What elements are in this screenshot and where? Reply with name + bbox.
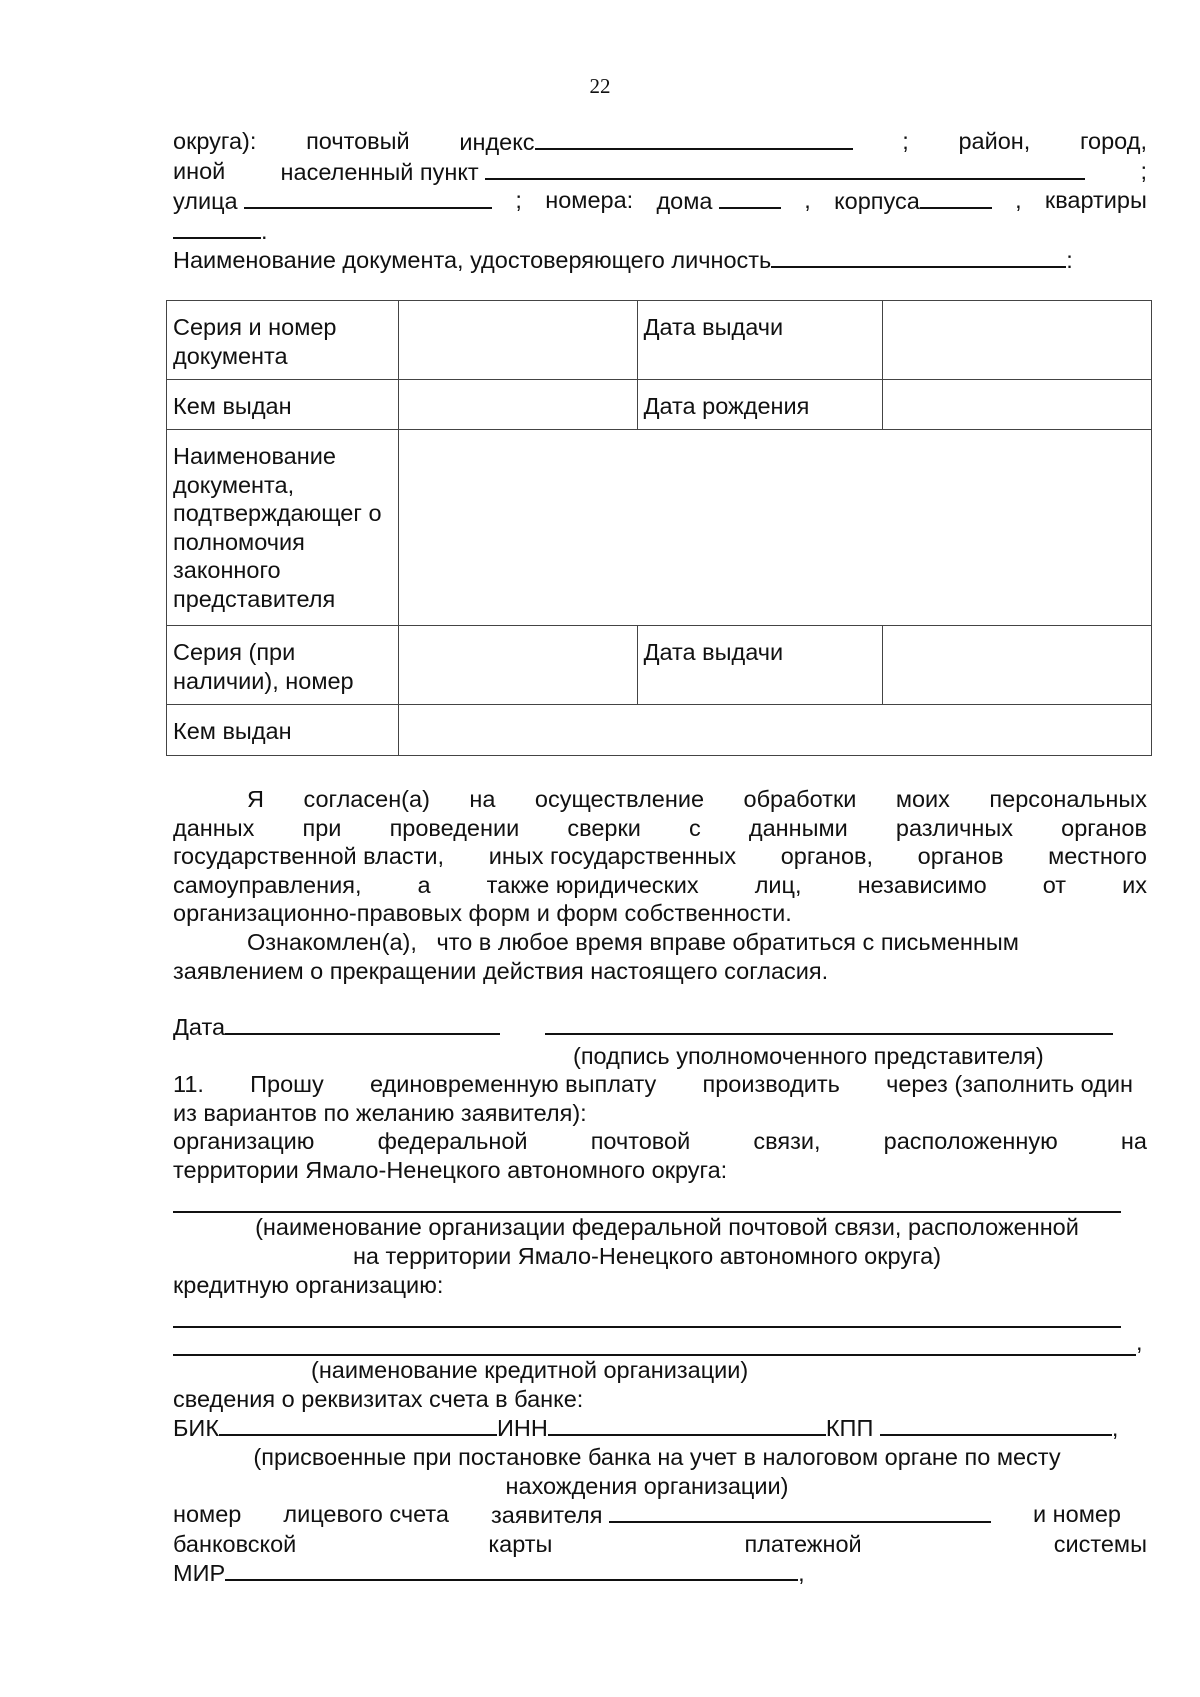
page-number: 22 (589, 74, 611, 98)
consent-text: органов, (780, 843, 874, 870)
account-number-blank[interactable] (609, 1500, 991, 1523)
consent-section (173, 785, 1147, 985)
address-line-3 (173, 186, 1147, 216)
table-row (167, 380, 1152, 430)
tax-caption-1: (присвоенные при постановке банка на учет в налоговом органе по месту (253, 1443, 1061, 1470)
payment-text: лицевого счета (283, 1501, 449, 1528)
address-text: ; (1140, 157, 1147, 184)
post-caption-2: на территории Ямало-Ненецкого автономного округа) (352, 1242, 942, 1269)
bik-inn-kpp-line (173, 1413, 1147, 1443)
mir-label: МИР (173, 1560, 226, 1587)
consent-line-7: заявлением о прекращении действия настоящего согласия. (173, 957, 829, 984)
address-text: улица (173, 188, 238, 215)
table-cell-issued-by-value[interactable] (398, 380, 637, 430)
consent-text: моих (895, 786, 950, 812)
form-content (173, 127, 1147, 275)
table-cell-authority-doc-label: Наименование документа, подтверждающег о полномочия законного представителя (167, 430, 399, 626)
bik-blank[interactable] (219, 1413, 497, 1436)
kpp-label: КПП (825, 1415, 874, 1442)
table-cell-issued-by-label: Кем выдан (167, 380, 399, 430)
address-text: ; (902, 128, 909, 154)
inn-blank[interactable] (548, 1413, 826, 1436)
table-cell-issue-date-2-value[interactable] (883, 626, 1152, 705)
table-cell-issued-by-2-label: Кем выдан (167, 705, 399, 756)
consent-text: самоуправления, (173, 871, 362, 898)
signature-caption: (подпись уполномоченного представителя) (573, 1042, 1044, 1069)
address-text: , (804, 187, 811, 214)
consent-text: государственной власти, (173, 843, 445, 870)
consent-text: органов (917, 843, 1004, 870)
consent-text: независимо (857, 871, 987, 898)
house-blank[interactable] (719, 186, 781, 209)
consent-text: от (1042, 871, 1067, 898)
address-text: , (1015, 187, 1022, 214)
mir-comma: , (798, 1560, 805, 1587)
identity-doc-line (173, 245, 1147, 275)
consent-text: Я (247, 786, 264, 812)
consent-text: сверки (567, 814, 641, 841)
consent-text: персональных (989, 786, 1147, 812)
inn-label: ИНН (497, 1415, 548, 1442)
payment-line-1 (173, 1070, 1133, 1099)
payment-section (173, 1070, 1147, 1588)
payment-text: заявителя (491, 1502, 603, 1529)
consent-text: при (302, 814, 342, 841)
payment-text: Прошу (250, 1071, 324, 1097)
address-text: город, (1079, 128, 1147, 154)
address-text: иной (173, 157, 226, 184)
card-line (173, 1530, 1147, 1559)
table-row (167, 626, 1152, 705)
mir-line (173, 1558, 1147, 1588)
table-cell-series-number-value[interactable] (398, 301, 637, 380)
identity-doc-label: Наименование документа, удостоверяющего личность (173, 247, 772, 274)
address-text: квартиры (1044, 187, 1147, 214)
payment-text: 11. (173, 1071, 204, 1097)
building-blank[interactable] (920, 186, 992, 209)
consent-text: их (1122, 871, 1147, 898)
consent-text: органов (1061, 814, 1147, 841)
address-text: дома (656, 188, 713, 215)
payment-text: системы (1053, 1530, 1147, 1557)
credit-org-blank-2[interactable] (173, 1354, 1136, 1356)
street-blank[interactable] (244, 186, 492, 209)
consent-text: лиц, (754, 871, 802, 898)
consent-text: данными (748, 814, 848, 841)
table-cell-issue-date-2-label: Дата выдачи (637, 626, 883, 705)
consent-text: проведении (389, 814, 520, 841)
table-cell-series-number-label: Серия и номер документа (167, 301, 399, 380)
table-row (167, 430, 1152, 626)
consent-text: осуществление (534, 786, 705, 812)
consent-line-5: организационно-правовых форм и форм собственности. (173, 900, 792, 927)
consent-text: а (417, 871, 431, 898)
credit-caption: (наименование кредитной организации) (311, 1357, 749, 1384)
address-text: ; (515, 187, 522, 214)
table-cell-birth-date-label: Дата рождения (637, 380, 883, 430)
table-cell-issue-date-value[interactable] (883, 301, 1152, 380)
payment-text: единовременную выплату (369, 1071, 657, 1097)
post-caption-1: (наименование организации федеральной почтовой связи, расположенной (255, 1214, 1079, 1241)
postal-code-blank[interactable] (535, 127, 853, 150)
payment-text: платежной (744, 1530, 862, 1557)
date-blank[interactable] (225, 1012, 500, 1035)
payment-text: связи, (753, 1128, 821, 1155)
credit-org-label: кредитную организацию: (173, 1271, 444, 1298)
payment-text: через (заполнить один (886, 1071, 1133, 1097)
address-line-4 (173, 216, 1147, 246)
credit-org-comma: , (1136, 1329, 1143, 1356)
consent-line-2 (173, 814, 1147, 843)
address-text: номера: (545, 187, 634, 214)
apartment-blank[interactable] (173, 216, 261, 239)
tax-caption-2: нахождения организации) (505, 1472, 789, 1499)
identity-doc-end: : (1066, 247, 1073, 274)
consent-line-1 (173, 785, 1147, 814)
payment-text: банковской (173, 1530, 297, 1557)
table-cell-issued-by-2-value[interactable] (398, 705, 1151, 756)
consent-text: различных (895, 814, 1014, 841)
signature-section (173, 1012, 1147, 1070)
consent-text: также юридических (486, 871, 699, 898)
identity-doc-blank[interactable] (771, 245, 1066, 268)
address-text: населенный пункт (280, 158, 479, 185)
table-row (167, 301, 1152, 380)
consent-text: данных (173, 814, 255, 841)
consent-text: местного (1048, 843, 1147, 870)
settlement-blank[interactable] (485, 157, 1085, 180)
account-line (173, 1500, 1121, 1530)
consent-text: на (469, 786, 496, 812)
payment-text: карты (488, 1530, 553, 1557)
payment-text: федеральной (377, 1128, 528, 1155)
table-cell-series-value[interactable] (398, 626, 637, 705)
date-label: Дата (173, 1014, 226, 1040)
payment-text: организацию (173, 1128, 315, 1155)
address-text: индекс (459, 129, 535, 155)
address-text: корпуса (834, 188, 920, 215)
document-table (166, 300, 1152, 756)
bik-label: БИК (173, 1415, 220, 1442)
consent-text: с (689, 814, 701, 841)
signature-blank[interactable] (545, 1012, 1113, 1035)
consent-text: обработки (743, 786, 857, 812)
kpp-blank[interactable] (880, 1413, 1112, 1436)
payment-text: расположенную (883, 1128, 1058, 1155)
signature-line (173, 1012, 1147, 1042)
payment-line-4: территории Ямало-Ненецкого автономного округа: (173, 1156, 728, 1183)
address-text: округа): (173, 128, 257, 154)
address-text: . (261, 217, 268, 244)
payment-line-3 (173, 1127, 1147, 1156)
consent-line-3 (173, 842, 1147, 871)
consent-text: согласен(а) (303, 786, 430, 812)
payment-text: производить (702, 1071, 840, 1097)
address-line-2 (173, 157, 1147, 187)
consent-text: иных государственных (488, 843, 737, 870)
payment-line-2: из вариантов по желанию заявителя): (173, 1099, 587, 1126)
payment-text: почтовой (590, 1128, 691, 1155)
payment-text: номер (173, 1501, 242, 1528)
address-text: почтовый (306, 128, 410, 154)
table-cell-issue-date-label: Дата выдачи (637, 301, 883, 380)
consent-line-4 (173, 871, 1147, 900)
table-cell-birth-date-value[interactable] (883, 380, 1152, 430)
table-cell-series-label: Серия (при наличии), номер (167, 626, 399, 705)
mir-card-blank[interactable] (225, 1558, 798, 1581)
address-text: район, (958, 128, 1031, 154)
address-line-1 (173, 127, 1147, 157)
consent-line-6: Ознакомлен(а), что в любое время вправе обратиться с письменным (247, 928, 1019, 955)
table-cell-authority-doc-value[interactable] (398, 430, 1151, 626)
bank-details-label: сведения о реквизитах счета в банке: (173, 1385, 584, 1412)
payment-text: и номер (1032, 1501, 1121, 1528)
payment-text: на (1120, 1128, 1147, 1155)
kpp-comma: , (1111, 1415, 1119, 1442)
table-row (167, 705, 1152, 756)
